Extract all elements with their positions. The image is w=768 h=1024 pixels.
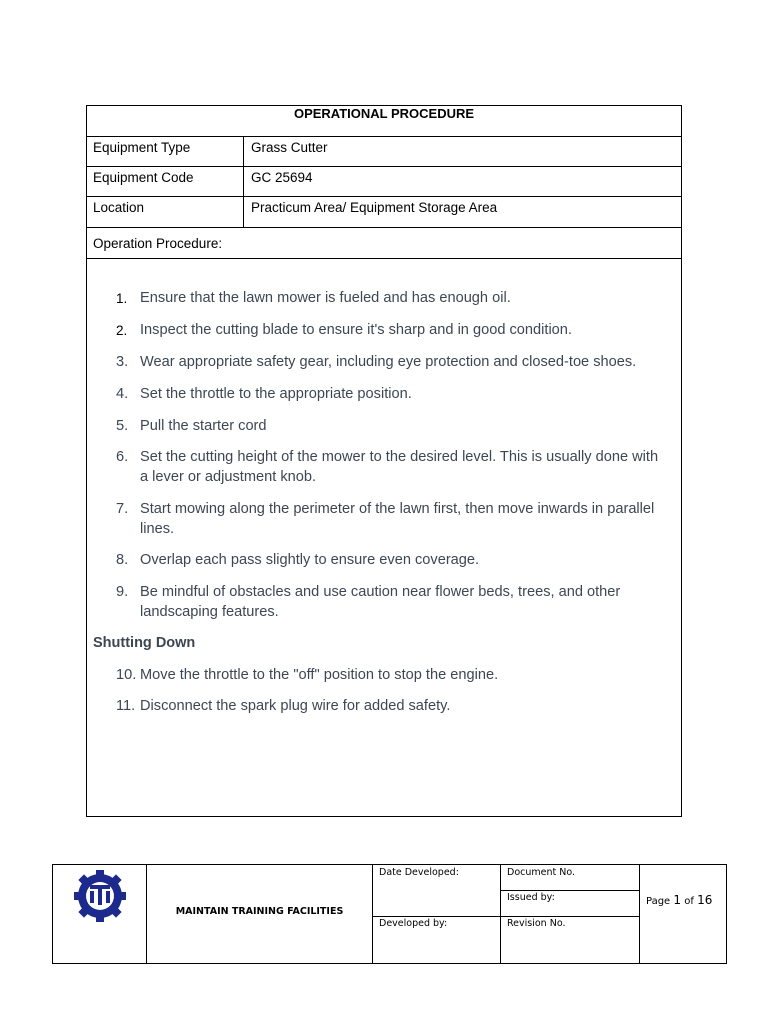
location-row	[87, 197, 681, 228]
equipment-code-label: Equipment Code	[87, 167, 244, 196]
developed-by-label: Developed by:	[379, 918, 448, 929]
page-prefix: Page	[646, 896, 671, 907]
section-heading: Shutting Down	[93, 635, 196, 651]
step-number: 11.	[116, 698, 136, 714]
issued-by-label: Issued by:	[507, 892, 555, 903]
operation-procedure-label: Operation Procedure:	[87, 228, 681, 259]
step-number: 8.	[116, 552, 129, 568]
step-text: Ensure that the lawn mower is fueled and has enough oil.	[140, 290, 511, 306]
step-number: 1.	[116, 291, 128, 306]
equipment-type-row	[87, 137, 681, 167]
page-current: 1	[673, 893, 682, 907]
step-text: Be mindful of obstacles and use caution near flower beds, trees, and other landscaping features.	[140, 584, 621, 620]
list-item	[116, 583, 670, 622]
step-text: Set the throttle to the appropriate position.	[140, 386, 412, 402]
step-text: Disconnect the spark plug wire for added safety.	[140, 698, 451, 714]
list-item	[116, 500, 670, 539]
page-of: of	[684, 896, 694, 907]
document-no-label: Document No.	[507, 867, 576, 878]
step-number: 10.	[116, 667, 137, 683]
revision-no-label: Revision No.	[507, 918, 566, 929]
list-item	[116, 417, 670, 437]
step-text: Set the cutting height of the mower to the desired level. This is usually done with a lever or adjustment knob.	[140, 449, 659, 485]
step-number: 7.	[116, 501, 129, 517]
location-label: Location	[87, 197, 244, 227]
list-item	[116, 697, 670, 717]
list-item	[116, 353, 670, 373]
equipment-code-row	[87, 167, 681, 197]
page-total: 16	[697, 893, 713, 907]
module-title: MAINTAIN TRAINING FACILITIES	[175, 906, 344, 917]
gear-logo-icon	[63, 869, 137, 929]
procedure-title: OPERATIONAL PROCEDURE	[87, 106, 681, 137]
page-indicator	[646, 893, 712, 907]
step-number: 2.	[116, 323, 128, 338]
date-developed-label: Date Developed:	[379, 867, 459, 878]
equipment-type-value: Grass Cutter	[251, 140, 328, 155]
equipment-code-value: GC 25694	[251, 170, 313, 185]
document-footer-table	[52, 864, 727, 964]
list-item	[116, 448, 670, 487]
step-text: Start mowing along the perimeter of the lawn first, then move inwards in parallel lines.	[140, 501, 655, 537]
step-text: Wear appropriate safety gear, including eye protection and closed-toe shoes.	[140, 354, 637, 370]
step-number: 9.	[116, 584, 129, 600]
step-number: 4.	[116, 386, 129, 402]
step-number: 3.	[116, 354, 129, 370]
step-text: Move the throttle to the "off" position to stop the engine.	[140, 667, 499, 683]
location-value: Practicum Area/ Equipment Storage Area	[251, 200, 498, 215]
step-number: 5.	[116, 418, 129, 434]
step-text: Pull the starter cord	[140, 418, 267, 434]
equipment-type-label: Equipment Type	[87, 137, 244, 166]
step-text: Inspect the cutting blade to ensure it's sharp and in good condition.	[140, 322, 572, 338]
list-item	[116, 666, 670, 686]
step-text: Overlap each pass slightly to ensure even coverage.	[140, 552, 480, 568]
list-item	[116, 289, 670, 309]
operational-procedure-table	[86, 105, 682, 817]
list-item	[116, 321, 670, 341]
list-item	[116, 385, 670, 405]
step-number: 6.	[116, 449, 129, 465]
list-item	[116, 551, 670, 571]
